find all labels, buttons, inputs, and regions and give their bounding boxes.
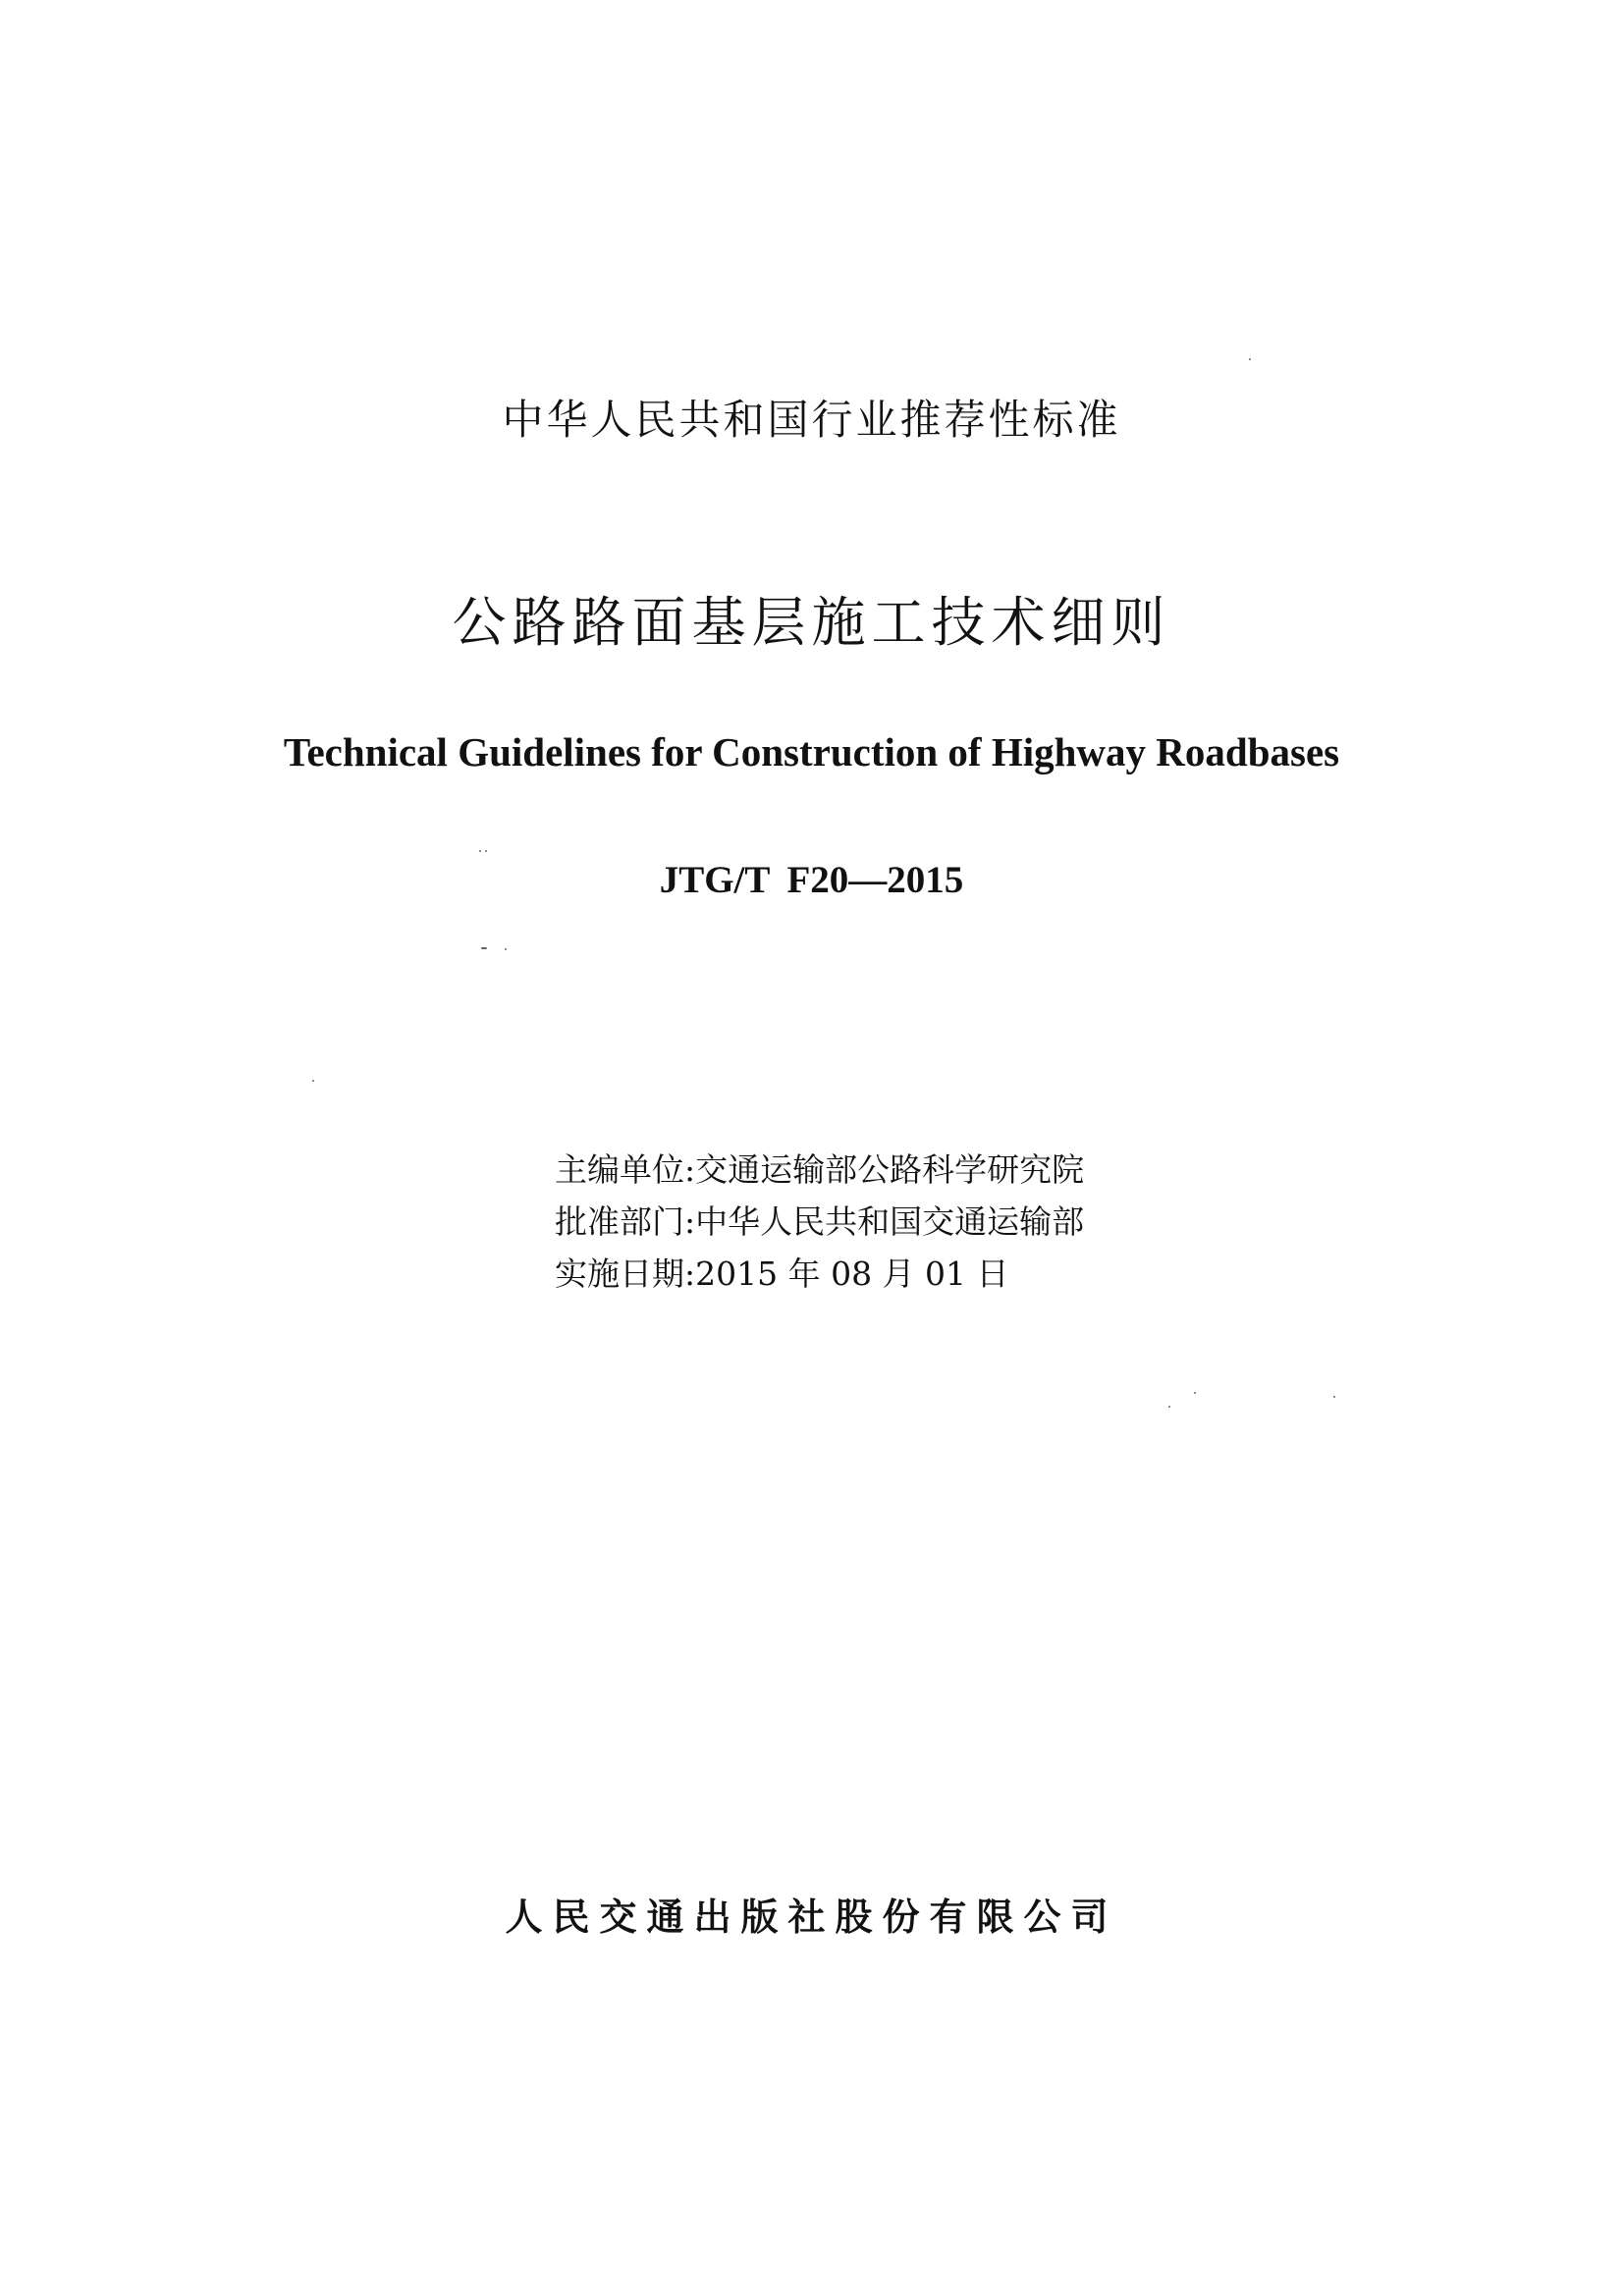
standard-category: 中华人民共和国行业推荐性标准	[502, 396, 1121, 444]
approver-row	[555, 1196, 1084, 1248]
scan-speck	[1168, 1406, 1170, 1408]
editor-label: 主编单位	[555, 1150, 684, 1189]
approver-label: 批准部门	[555, 1202, 684, 1241]
scan-speck	[485, 850, 487, 852]
editor-value: 交通运输部公路科学研究院	[695, 1150, 1085, 1189]
scan-speck	[1249, 358, 1251, 360]
effective-date-value: 2015 年 08 月 01 日	[695, 1255, 1009, 1293]
scan-speck	[481, 947, 487, 949]
effective-date-separator: :	[684, 1255, 696, 1293]
title-english: Technical Guidelines for Construction of Highway Roadbases	[283, 729, 1340, 774]
standard-code: JTG/T F20—2015	[659, 859, 964, 901]
info-block	[555, 1144, 1084, 1300]
effective-date-label: 实施日期	[555, 1255, 684, 1293]
editor-row	[555, 1144, 1084, 1196]
approver-separator: :	[684, 1202, 696, 1241]
scan-speck	[1194, 1392, 1196, 1394]
scan-speck	[312, 1080, 314, 1082]
scan-speck	[479, 850, 481, 852]
publisher-logotype: 人民交通出版社股份有限公司	[505, 1896, 1118, 1939]
editor-separator: :	[684, 1150, 696, 1189]
scan-speck	[1333, 1396, 1335, 1398]
approver-value: 中华人民共和国交通运输部	[695, 1202, 1085, 1241]
title-chinese: 公路路面基层施工技术细则	[452, 591, 1171, 654]
scan-speck	[505, 948, 507, 950]
effective-date-row	[555, 1248, 1084, 1300]
